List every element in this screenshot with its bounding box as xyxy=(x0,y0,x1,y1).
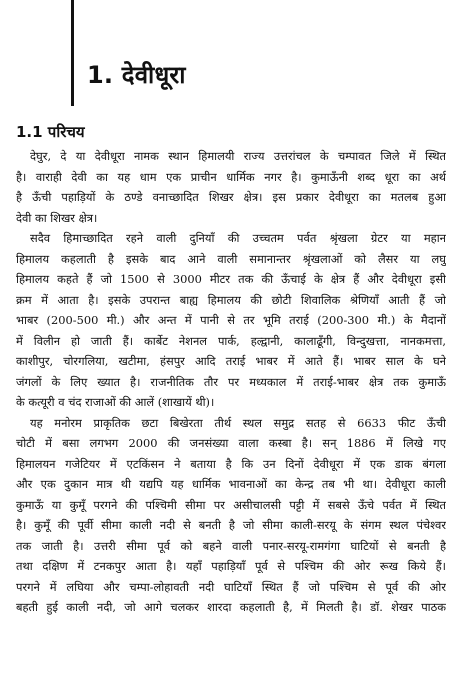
text-line: क्रम में आता है। इसके उपरान्त बाह्य हिमालय की छोटी शिवालिक श्रेणियाँ आती हैं जो xyxy=(16,292,446,307)
text-line: तथा दक्षिण में टनकपुर आता है। यहाँ पहाड़ियाँ पूर्व से पश्चिम की ओर रूख किये हैं। xyxy=(16,559,446,573)
text-line: जंगलों के लिए ख्यात है। राजनीतिक तौर पर मध्यकाल में तराई-भाबर क्षेत्र तक कुमाऊँ xyxy=(16,374,446,389)
text-line: काशीपुर, चोरगलिया, खटीमा, हंसपुर आदि तराई भाबर में आते हैं। भाबर साल के घने xyxy=(16,354,446,368)
text-line: चोटी में बसा लगभग 2000 की जनसंख्या वाला कस्बा है। सन् 1886 में लिखे गए xyxy=(16,436,446,450)
text-line: बहती हुई काली नदी, जो आगे चलकर शारदा कहलाती है, में मिलती है। डॉ. शेखर पाठक xyxy=(16,600,446,614)
text-line: देघुर, दे या देवीधूरा नामक स्थान हिमालयी राज्य उत्तरांचल के चम्पावत जिले में स्थित xyxy=(30,149,446,163)
text-line: तक जाती है। उत्तरी सीमा पूर्व को बहने वाली पनार-सरयू-रामगंगा घाटियों से बनती है xyxy=(16,538,446,553)
text-line: परगने में लघिया और चम्पा-लोहावती नदी घाटियाँ स्थित हैं जो पश्चिम से पूर्व की ओर xyxy=(16,579,446,594)
text-line: देवी का शिखर क्षेत्र। xyxy=(16,210,98,225)
chapter-title: 1. देवीधूरा xyxy=(87,61,186,89)
text-line: हिमालयन गजेटियर में एटकिंसन ने बताया है कि उन दिनों देवीधूरा में एक डाक बंगला xyxy=(16,456,446,471)
chapter-vertical-rule xyxy=(71,0,74,106)
text-line: है ऊँची पहाड़ियों के ठण्डे वनाच्छादित शिखर क्षेत्र। इस प्रकार देवीधूरा का मतलब हुआ xyxy=(16,190,446,204)
text-line: में विलीन हो जाती हैं। कार्बेट नेशनल पार्क, हल्द्वानी, कालाढूँगी, विन्दुखत्ता, नानकमत्ता, xyxy=(16,333,446,348)
text-line: है। कुमूँ की पूर्वी सीमा काली नदी से बनती है जो सीमा काली-सरयू के संगम स्थल पंचेश्वर xyxy=(16,518,446,532)
text-line: यह मनोरम प्राकृतिक छटा बिखेरता तीर्थ स्थल समुद्र सतह से 6633 फीट ऊँची xyxy=(30,415,446,430)
text-line: कुमाऊँ या कुमूँ परगने की पश्चिमी सीमा पर असीचालसी पट्टी में सबसे ऊँचे पर्वत में स्थित xyxy=(16,497,446,512)
text-line: और एक दुकान मात्र थी यद्यपि यह धार्मिक भावनाओं का केन्द्र तब भी था। देवीधूरा काली xyxy=(16,477,446,491)
body-text xyxy=(16,146,446,618)
text-line: भाबर (200-500 मी.) और अन्त में पानी से तर भूमि तराई (200-300 मी.) के मैदानों xyxy=(16,313,446,327)
text-line: हिमालय कहलाती है इसके बाद आने वाली समानान्तर श्रृंखलाओं को लैसर या लघु xyxy=(16,251,446,266)
section-heading: 1.1 परिचय xyxy=(16,123,85,141)
text-line: हिमालय कहते हैं जो 1500 से 3000 मीटर तक की ऊँचाई के क्षेत्र हैं और देवीधूरा इसी xyxy=(16,272,446,286)
text-line: सदैव हिमाच्छादित रहने वाली दुनियाँ की उच्चतम पर्वत श्रृंखला ग्रेटर या महान xyxy=(30,231,446,245)
text-line: के कत्यूरी व चंद राजाओं की आलें (शाखायें थी)। xyxy=(16,395,215,409)
text-line: है। वाराही देवी का यह धाम एक प्राचीन धार्मिक नगर है। कुमाऊँनी शब्द धूरा का अर्थ xyxy=(16,169,446,184)
